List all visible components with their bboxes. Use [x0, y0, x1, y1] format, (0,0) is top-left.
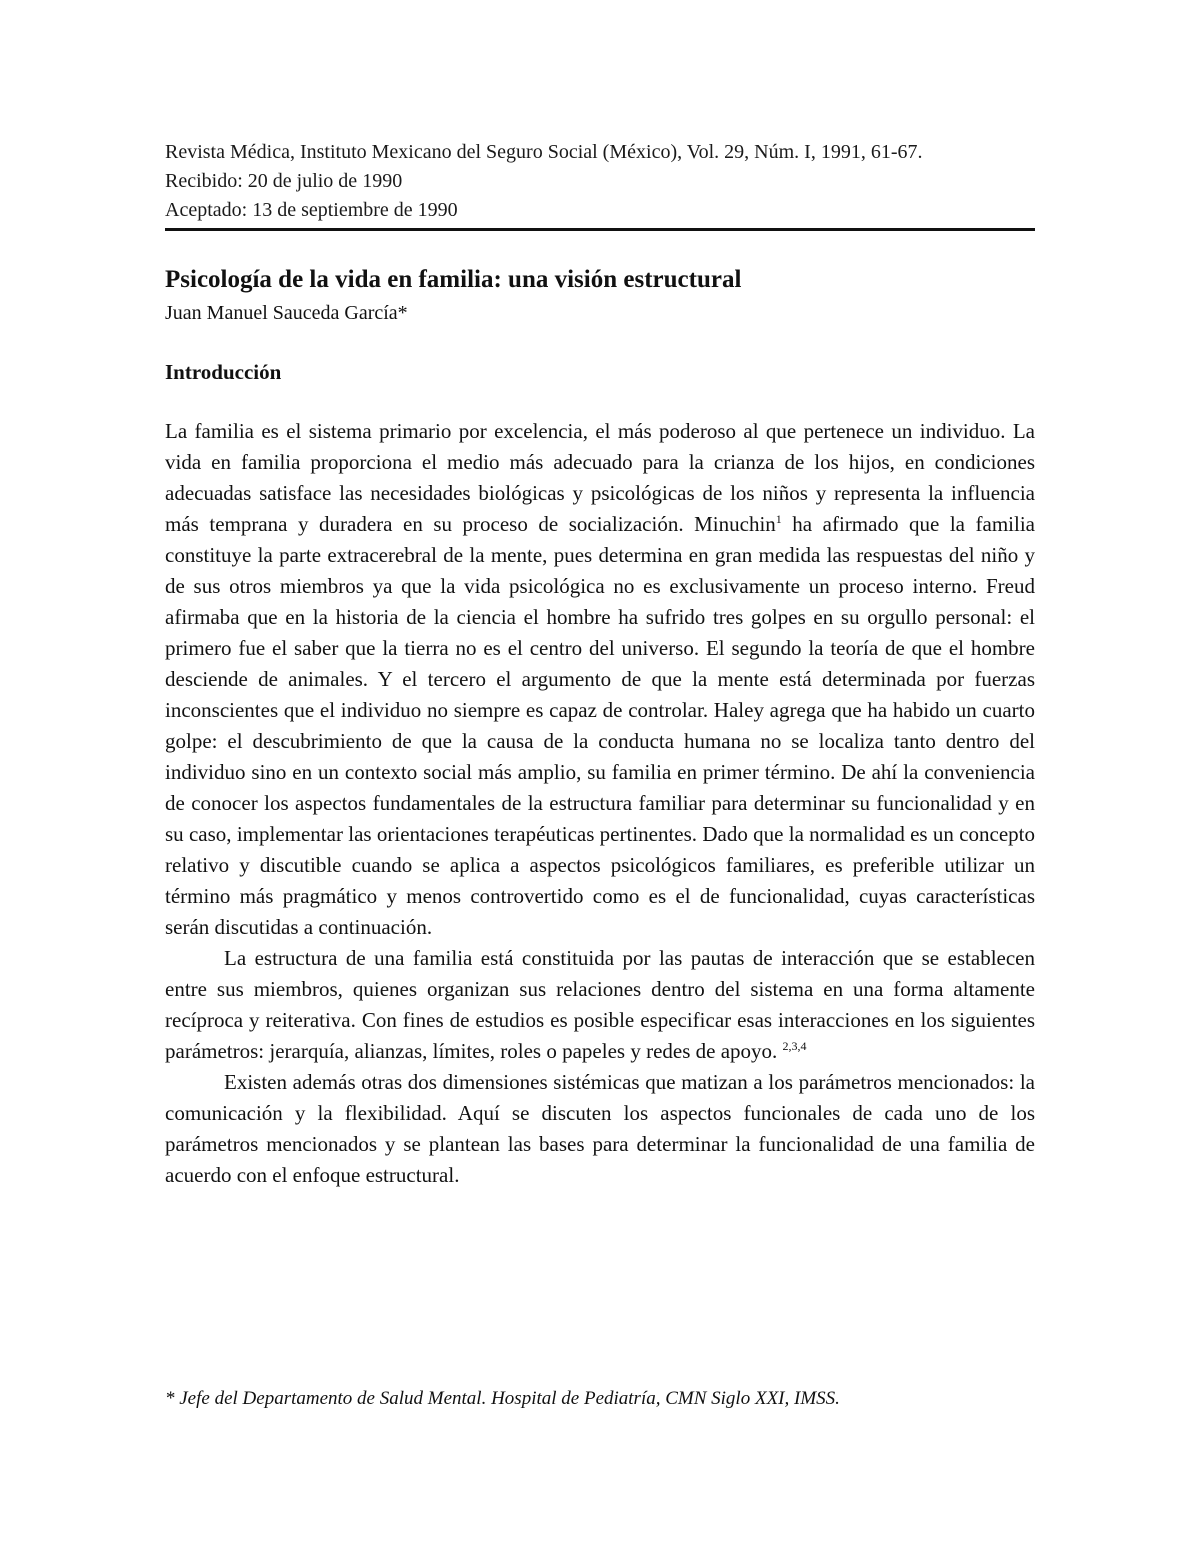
accepted-date: Aceptado: 13 de septiembre de 1990 [165, 199, 458, 221]
article-author: Juan Manuel Sauceda García* [165, 302, 408, 324]
section-heading-introduction: Introducción [165, 360, 282, 384]
paragraph-1 [165, 416, 1035, 943]
citation-ref-2-3-4: 2,3,4 [782, 1039, 807, 1053]
paragraph-2-text: La estructura de una familia está constituida por las pautas de interacción que se establecen entre sus miembros, quienes organizan sus relaciones dentro del sistema en una forma altamente recíproca y reiterativa. Con fines de estudios es posible especificar esas interacciones en los siguientes parámetros: jerarquía, alianzas, límites, roles o papeles y redes de apoyo. [165, 946, 1035, 1063]
header-rule [165, 228, 1035, 231]
journal-citation: Revista Médica, Instituto Mexicano del Seguro Social (México), Vol. 29, Núm. I, 1991, 61-67. [165, 141, 923, 163]
paragraph-3: Existen además otras dos dimensiones sistémicas que matizan a los parámetros mencionados: la comunicación y la flexibilidad. Aquí se discuten los aspectos funcionales de cada uno de los parámetros mencionados y se plantean las bases para determinar la funcionalidad de una familia de acuerdo con el enfoque estructural. [165, 1070, 1035, 1187]
introduction-body [165, 416, 1035, 1191]
citation-ref-1: 1 [775, 512, 782, 526]
article-title: Psicología de la vida en familia: una visión estructural [165, 266, 742, 293]
paragraph-1-part-b: ha afirmado que la familia constituye la parte extracerebral de la mente, pues determina en gran medida las respuestas del niño y de sus otros miembros ya que la vida psicológica no es exclusivamente un proceso interno. Freud afirmaba que en la historia de la ciencia el hombre ha sufrido tres golpes en su orgullo personal: el primero fue el saber que la tierra no es el centro del universo. El segundo la teoría de que el hombre desciende de animales. Y el tercero el argumento de que la mente está determinada por fuerzas inconscientes que el individuo no siempre es capaz de controlar. Haley agrega que ha habido un cuarto golpe: el descubrimiento de que la causa de la conducta humana no se localiza tanto dentro del individuo sino en un contexto social más amplio, su familia en primer término. De ahí la conveniencia de conocer los aspectos fundamentales de la estructura familiar para determinar su funcionalidad y en su caso, implementar las orientaciones terapéuticas pertinentes. Dado que la normalidad es un concepto relativo y discutible cuando se aplica a aspectos psicológicos familiares, es preferible utilizar un término más pragmático y menos controvertido como es el de funcionalidad, cuyas características serán discutidas a continuación. [165, 512, 1035, 939]
paragraph-2 [165, 943, 1035, 1067]
page [165, 138, 1035, 1191]
journal-masthead [165, 138, 1035, 225]
received-date: Recibido: 20 de julio de 1990 [165, 170, 403, 192]
paragraph-1-part-a: La familia es el sistema primario por excelencia, el más poderoso al que pertenece un individuo. La vida en familia proporciona el medio más adecuado para la crianza de los hijos, en condiciones adecuadas satisface las necesidades biológicas y psicológicas de los niños y representa la influencia más temprana y duradera en su proceso de socialización. Minuchin [165, 419, 1035, 536]
author-footnote: * Jefe del Departamento de Salud Mental. Hospital de Pediatría, CMN Siglo XXI, IMSS. [165, 1388, 840, 1409]
